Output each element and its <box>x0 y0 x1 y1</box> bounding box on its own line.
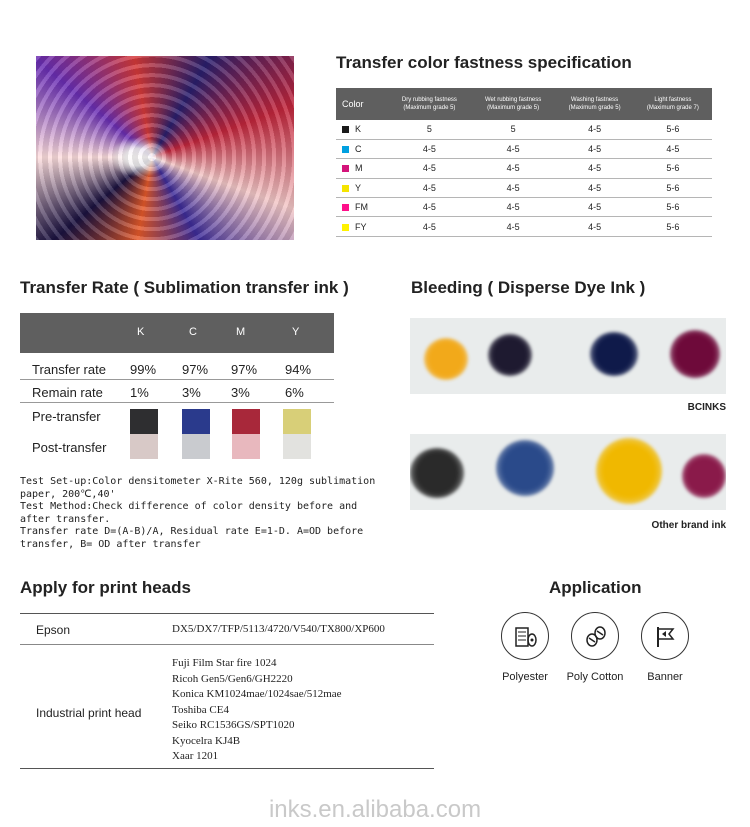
col-header-color: Color <box>336 88 388 120</box>
color-cell <box>336 139 388 158</box>
ink-dot <box>682 454 726 498</box>
grade-cell: 5 <box>471 120 556 139</box>
epson-models: DX5/DX7/TFP/5113/4720/V540/TX800/XP600 <box>172 623 385 635</box>
grade-cell: 4-5 <box>555 159 633 178</box>
table-row <box>336 159 712 178</box>
flag-icon <box>641 612 689 660</box>
bleeding-title: Bleeding ( Disperse Dye Ink ) <box>411 278 646 297</box>
grade-cell: 4-5 <box>634 139 712 158</box>
grade-cell: 4-5 <box>555 120 633 139</box>
col-header-washing: Washing fastness (Maximum grade 5) <box>555 88 633 120</box>
chip-m <box>232 409 260 459</box>
color-cell <box>336 178 388 197</box>
row-label: Remain rate <box>32 385 103 400</box>
grade-cell: 4-5 <box>471 139 556 158</box>
color-swatch <box>342 185 349 192</box>
color-name: FY <box>355 221 367 232</box>
other-brand-caption: Other brand ink <box>651 520 726 531</box>
industrial-label: Industrial print head <box>36 706 142 720</box>
cell: 1% <box>130 385 149 400</box>
ink-dot <box>424 338 468 380</box>
divider <box>20 613 434 614</box>
ink-dot <box>590 332 638 376</box>
col-header-wet: Wet rubbing fastness (Maximum grade 5) <box>471 88 556 120</box>
ink-dot <box>410 448 464 498</box>
remain-rate-row <box>20 381 334 403</box>
table-row <box>336 139 712 158</box>
color-name: C <box>355 144 362 155</box>
cell: 94% <box>285 362 312 377</box>
fabric-photo <box>36 56 294 240</box>
ink-dot <box>596 438 662 504</box>
table-row <box>336 198 712 217</box>
note-formula: Transfer rate D=(A-B)/A, Residual rate E=1-D. A=OD before transfer, B= OD after transfer <box>20 526 364 550</box>
grade-cell: 4-5 <box>471 198 556 217</box>
color-name: K <box>355 124 362 135</box>
industrial-models <box>172 656 342 765</box>
grade-cell: 5-6 <box>634 159 712 178</box>
grade-cell: 5-6 <box>634 178 712 197</box>
color-swatch <box>342 165 349 172</box>
color-swatch <box>342 126 349 133</box>
color-swatch <box>342 224 349 231</box>
color-swatch <box>342 146 349 153</box>
col-y: Y <box>292 326 300 338</box>
spec-title: Transfer color fastness specification <box>336 53 632 72</box>
bcinks-caption: BCINKS <box>687 402 726 413</box>
cell: 3% <box>231 385 250 400</box>
model: Xaar 1201 <box>172 750 219 762</box>
grade-cell: 4-5 <box>388 139 471 158</box>
grade-cell: 4-5 <box>555 198 633 217</box>
table-row <box>336 120 712 139</box>
table-row <box>336 178 712 197</box>
grade-cell: 4-5 <box>555 139 633 158</box>
grade-cell: 4-5 <box>388 159 471 178</box>
cell: 97% <box>231 362 258 377</box>
table-row <box>336 217 712 236</box>
model: Fuji Film Star fire 1024 <box>172 657 277 669</box>
color-name: FM <box>355 202 368 213</box>
yarn-spools-icon <box>571 612 619 660</box>
color-cell <box>336 217 388 236</box>
model: Konica KM1024mae/1024sae/512mae <box>172 688 342 700</box>
grade-cell: 5-6 <box>634 120 712 139</box>
grade-cell: 4-5 <box>388 198 471 217</box>
transfer-title: Transfer Rate ( Sublimation transfer ink ) <box>20 278 349 297</box>
divider <box>20 644 434 645</box>
post-transfer-label: Post-transfer <box>32 440 107 455</box>
ink-dot <box>496 440 554 496</box>
color-name: Y <box>355 182 362 193</box>
cell: 99% <box>130 362 157 377</box>
grade-cell: 4-5 <box>471 159 556 178</box>
fabric-roll-icon <box>501 612 549 660</box>
model: Toshiba CE4 <box>172 703 229 716</box>
chip-c <box>182 409 210 459</box>
application-title: Application <box>549 578 642 597</box>
cell: 3% <box>182 385 201 400</box>
test-notes <box>20 476 390 551</box>
fastness-table <box>336 88 712 237</box>
ink-dot <box>670 330 720 378</box>
col-k: K <box>137 326 145 338</box>
pre-transfer-label: Pre-transfer <box>32 409 101 424</box>
bcinks-strip <box>410 318 726 394</box>
cell: 6% <box>285 385 304 400</box>
divider <box>20 768 434 769</box>
color-cell <box>336 159 388 178</box>
col-c: C <box>189 326 197 338</box>
chip-y <box>283 409 311 459</box>
model: Kyocelra KJ4B <box>172 734 241 747</box>
row-label: Transfer rate <box>32 362 106 377</box>
grade-cell: 4-5 <box>555 178 633 197</box>
col-header-light: Light fastness (Maximum grade 7) <box>634 88 712 120</box>
grade-cell: 4-5 <box>555 217 633 236</box>
print-heads-title: Apply for print heads <box>20 578 191 597</box>
model: Ricoh Gen5/Gen6/GH2220 <box>172 672 293 685</box>
note-method: Test Method:Check difference of color density before and after transfer. <box>20 501 358 525</box>
transfer-header <box>20 313 334 353</box>
grade-cell: 4-5 <box>471 178 556 197</box>
transfer-rate-row <box>20 358 334 380</box>
grade-cell: 4-5 <box>471 217 556 236</box>
chip-k <box>130 409 158 459</box>
cell: 97% <box>182 362 209 377</box>
col-m: M <box>236 326 246 338</box>
color-cell <box>336 120 388 139</box>
grade-cell: 5 <box>388 120 471 139</box>
ink-dot <box>488 334 532 376</box>
watermark: inks.en.alibaba.com <box>268 796 482 823</box>
grade-cell: 4-5 <box>388 178 471 197</box>
polyester-label: Polyester <box>502 671 548 683</box>
color-cell <box>336 198 388 217</box>
color-swatch <box>342 204 349 211</box>
epson-label: Epson <box>36 623 71 637</box>
banner-label: Banner <box>647 671 683 683</box>
poly-cotton-label: Poly Cotton <box>566 671 624 683</box>
other-brand-strip <box>410 434 726 510</box>
grade-cell: 5-6 <box>634 198 712 217</box>
grade-cell: 4-5 <box>388 217 471 236</box>
color-name: M <box>355 163 363 174</box>
model: Seiko RC1536GS/SPT1020 <box>172 719 295 731</box>
color-chips-block <box>20 404 334 462</box>
note-setup: Test Set-up:Color densitometer X-Rite 560, 120g sublimation paper, 200℃,40' <box>20 476 376 500</box>
col-header-dry: Dry rubbing fastness (Maximum grade 5) <box>388 88 471 120</box>
grade-cell: 5-6 <box>634 217 712 236</box>
